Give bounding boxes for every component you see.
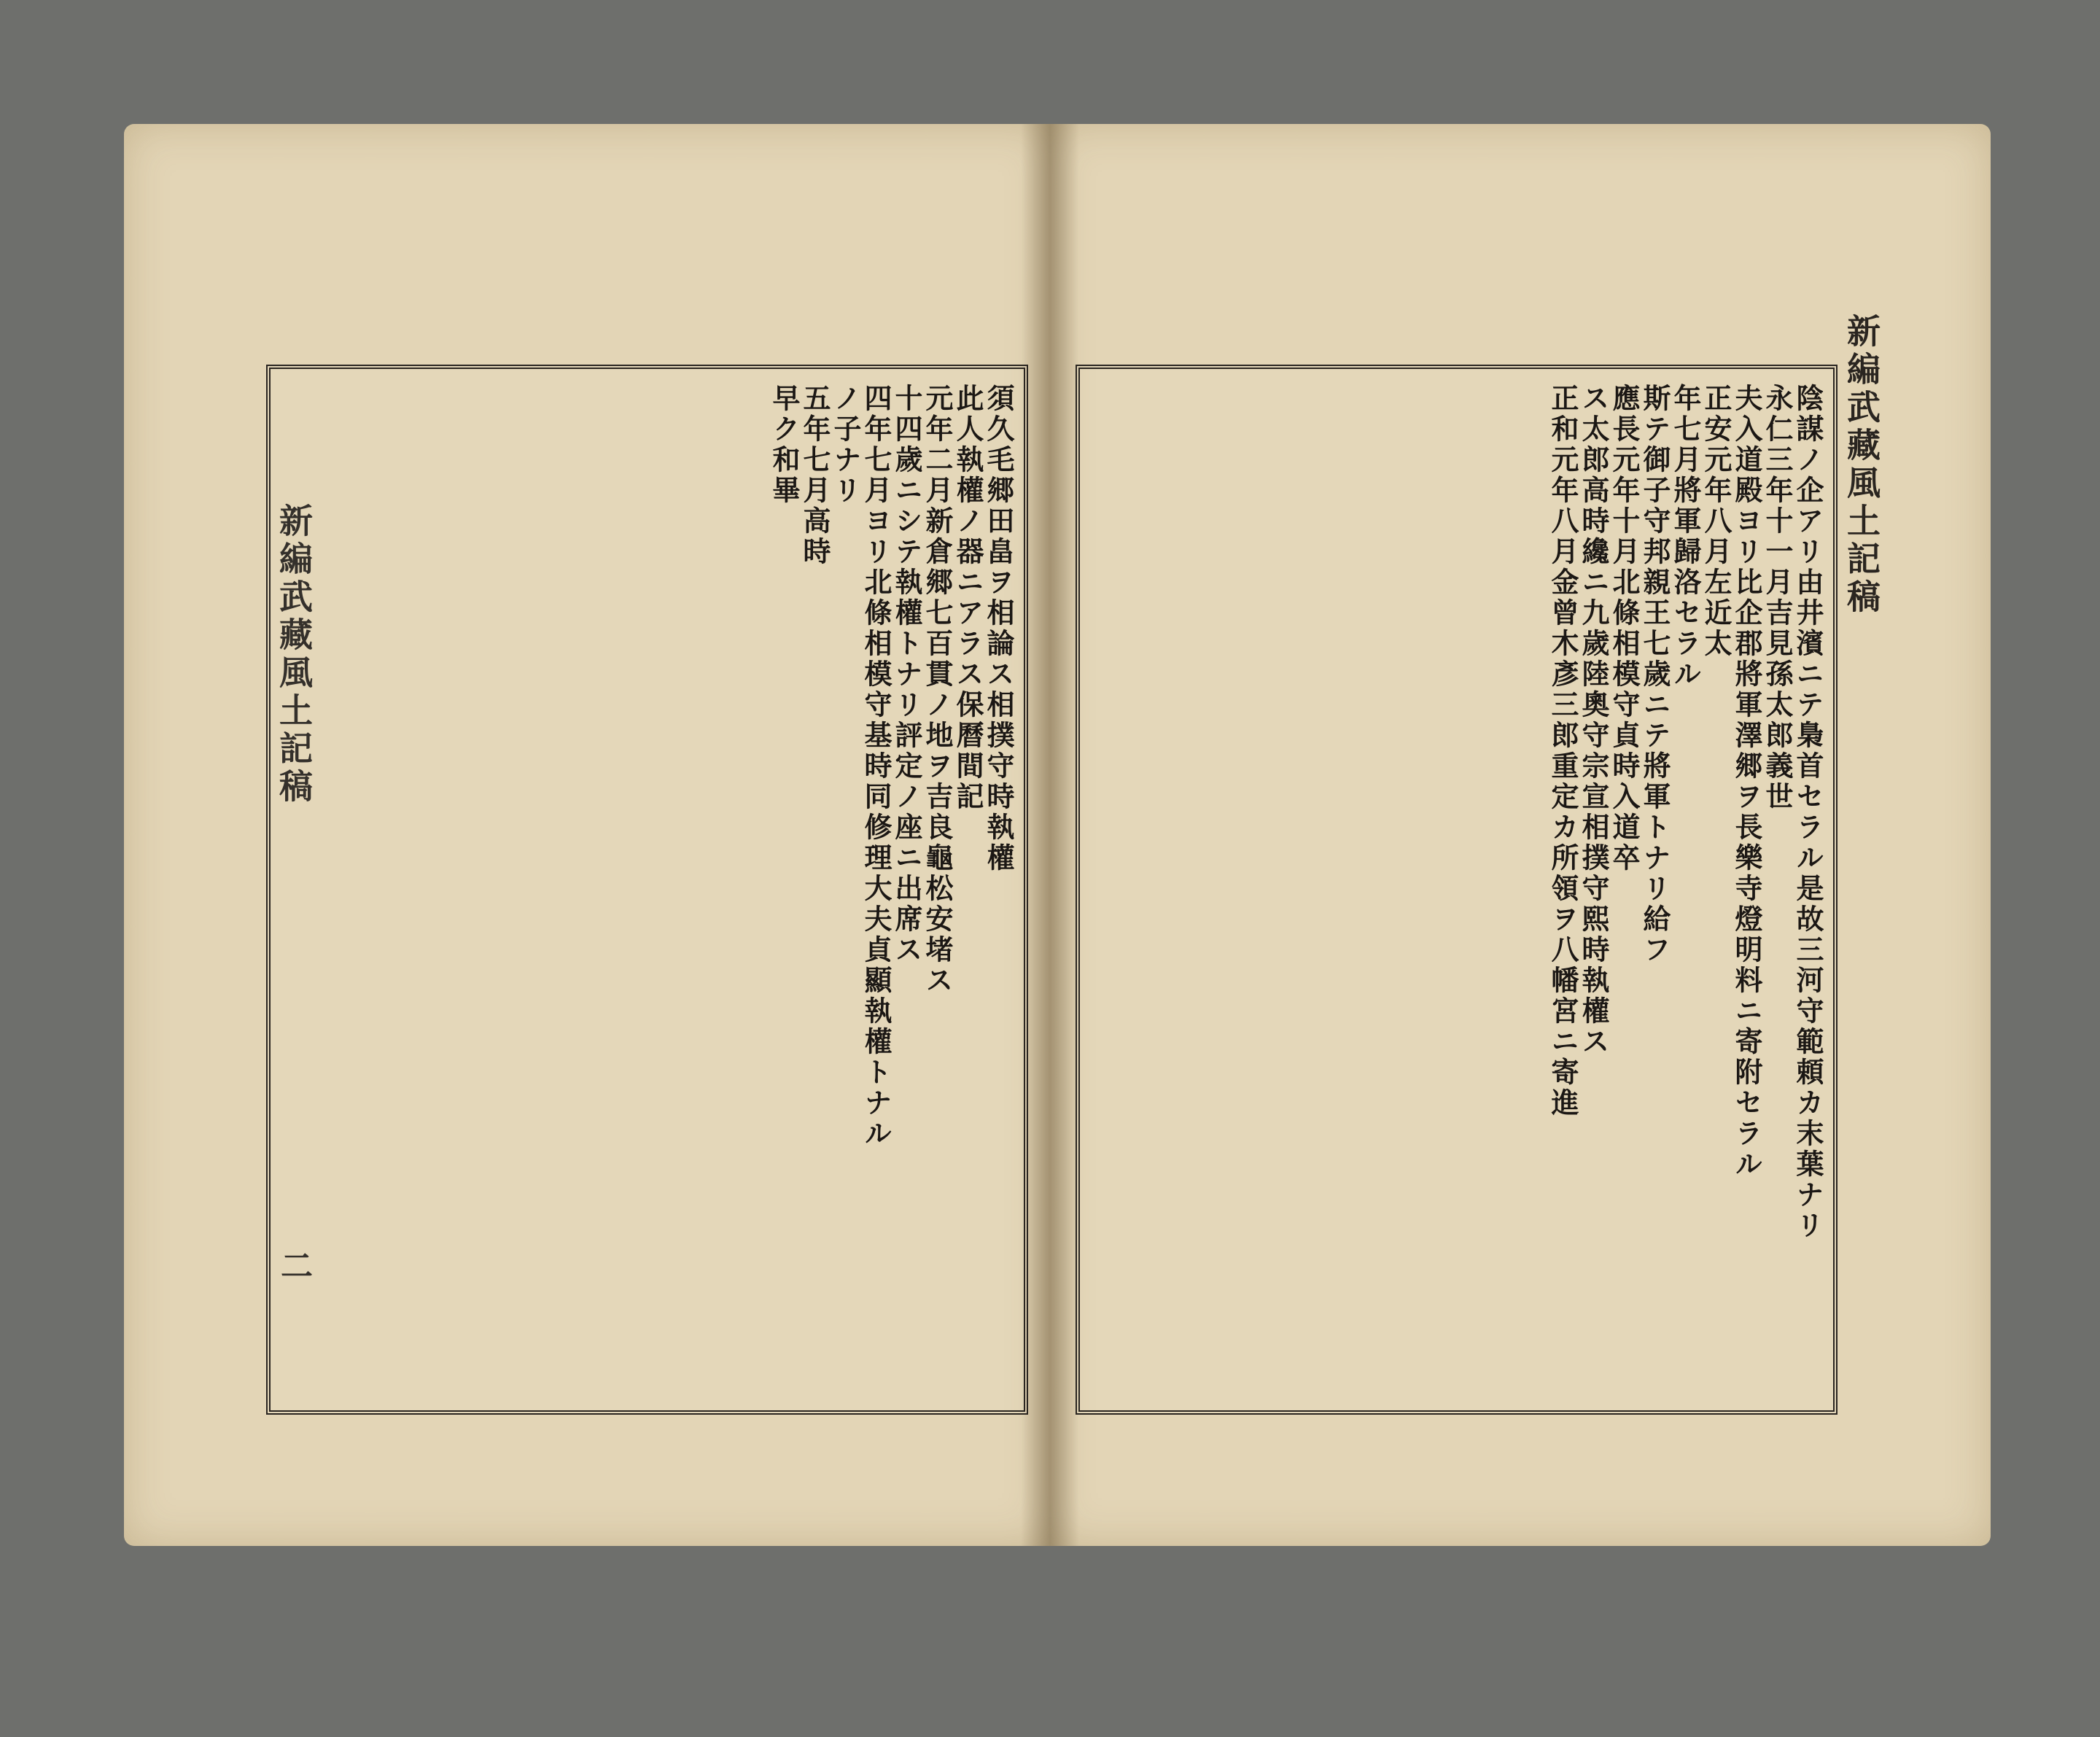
- left-page-folio: 二: [281, 1248, 313, 1285]
- right-page-column: ス太郎高時纔ニ九歲陸奧守宗宣相撲守熙時執權ス: [1577, 384, 1610, 1057]
- left-text-frame: [266, 365, 1028, 1415]
- left-page-column: 四年七月ヨリ北條相模守基時同修理大夫貞顯執權トナル: [860, 384, 892, 1149]
- right-page-column: 斯テ御子守邦親王七歲ニテ將軍トナリ給フ: [1638, 384, 1671, 965]
- book-gutter: [1021, 124, 1079, 1546]
- left-page-column: 此人執權ノ器ニアラス保曆間記: [952, 384, 984, 812]
- right-page-column: 年七月將軍歸洛セラル: [1669, 384, 1702, 690]
- right-page-column: 應長元年十月北條相模守貞時入道卒: [1608, 384, 1641, 874]
- right-page-column: 正和元年八月金曾木彥三郎重定カ所領ヲ八幡宮ニ寄進: [1547, 384, 1579, 1119]
- right-page-title: 新編武藏風土記稿: [1842, 314, 1881, 617]
- left-page-column: 須久毛郷田畠ヲ相論ス相撲守時執權: [982, 384, 1015, 874]
- right-text-columns: [1092, 384, 1824, 1396]
- right-page-column: 正安元年八月左近太: [1700, 384, 1732, 659]
- right-page-column: 陰謀ノ企アリ由井濱ニテ梟首セラル是故三河守範頼カ末葉ナリ: [1792, 384, 1824, 1241]
- left-text-columns: [282, 384, 1015, 1396]
- left-page-column: 元年二月新倉郷七百貫ノ地ヲ吉良龜松安堵ス: [921, 384, 954, 996]
- left-page-column: ノ子ナリ: [829, 384, 862, 506]
- right-text-frame: [1076, 365, 1838, 1415]
- left-page-column: 五年七月高時: [798, 384, 831, 567]
- right-page-column: 夫入道殿ヨリ比企郡將軍澤郷ヲ長樂寺燈明料ニ寄附セラル: [1730, 384, 1763, 1180]
- open-book: [124, 124, 1991, 1546]
- left-page-column: 十四歲ニシテ執權トナリ評定ノ座ニ出席ス: [890, 384, 923, 965]
- left-page-column: 早ク和畢: [768, 384, 801, 506]
- right-page-column: 永仁三年十一月吉見孫太郎義世: [1761, 384, 1794, 812]
- left-page-title: 新編武藏風土記稿: [274, 503, 314, 807]
